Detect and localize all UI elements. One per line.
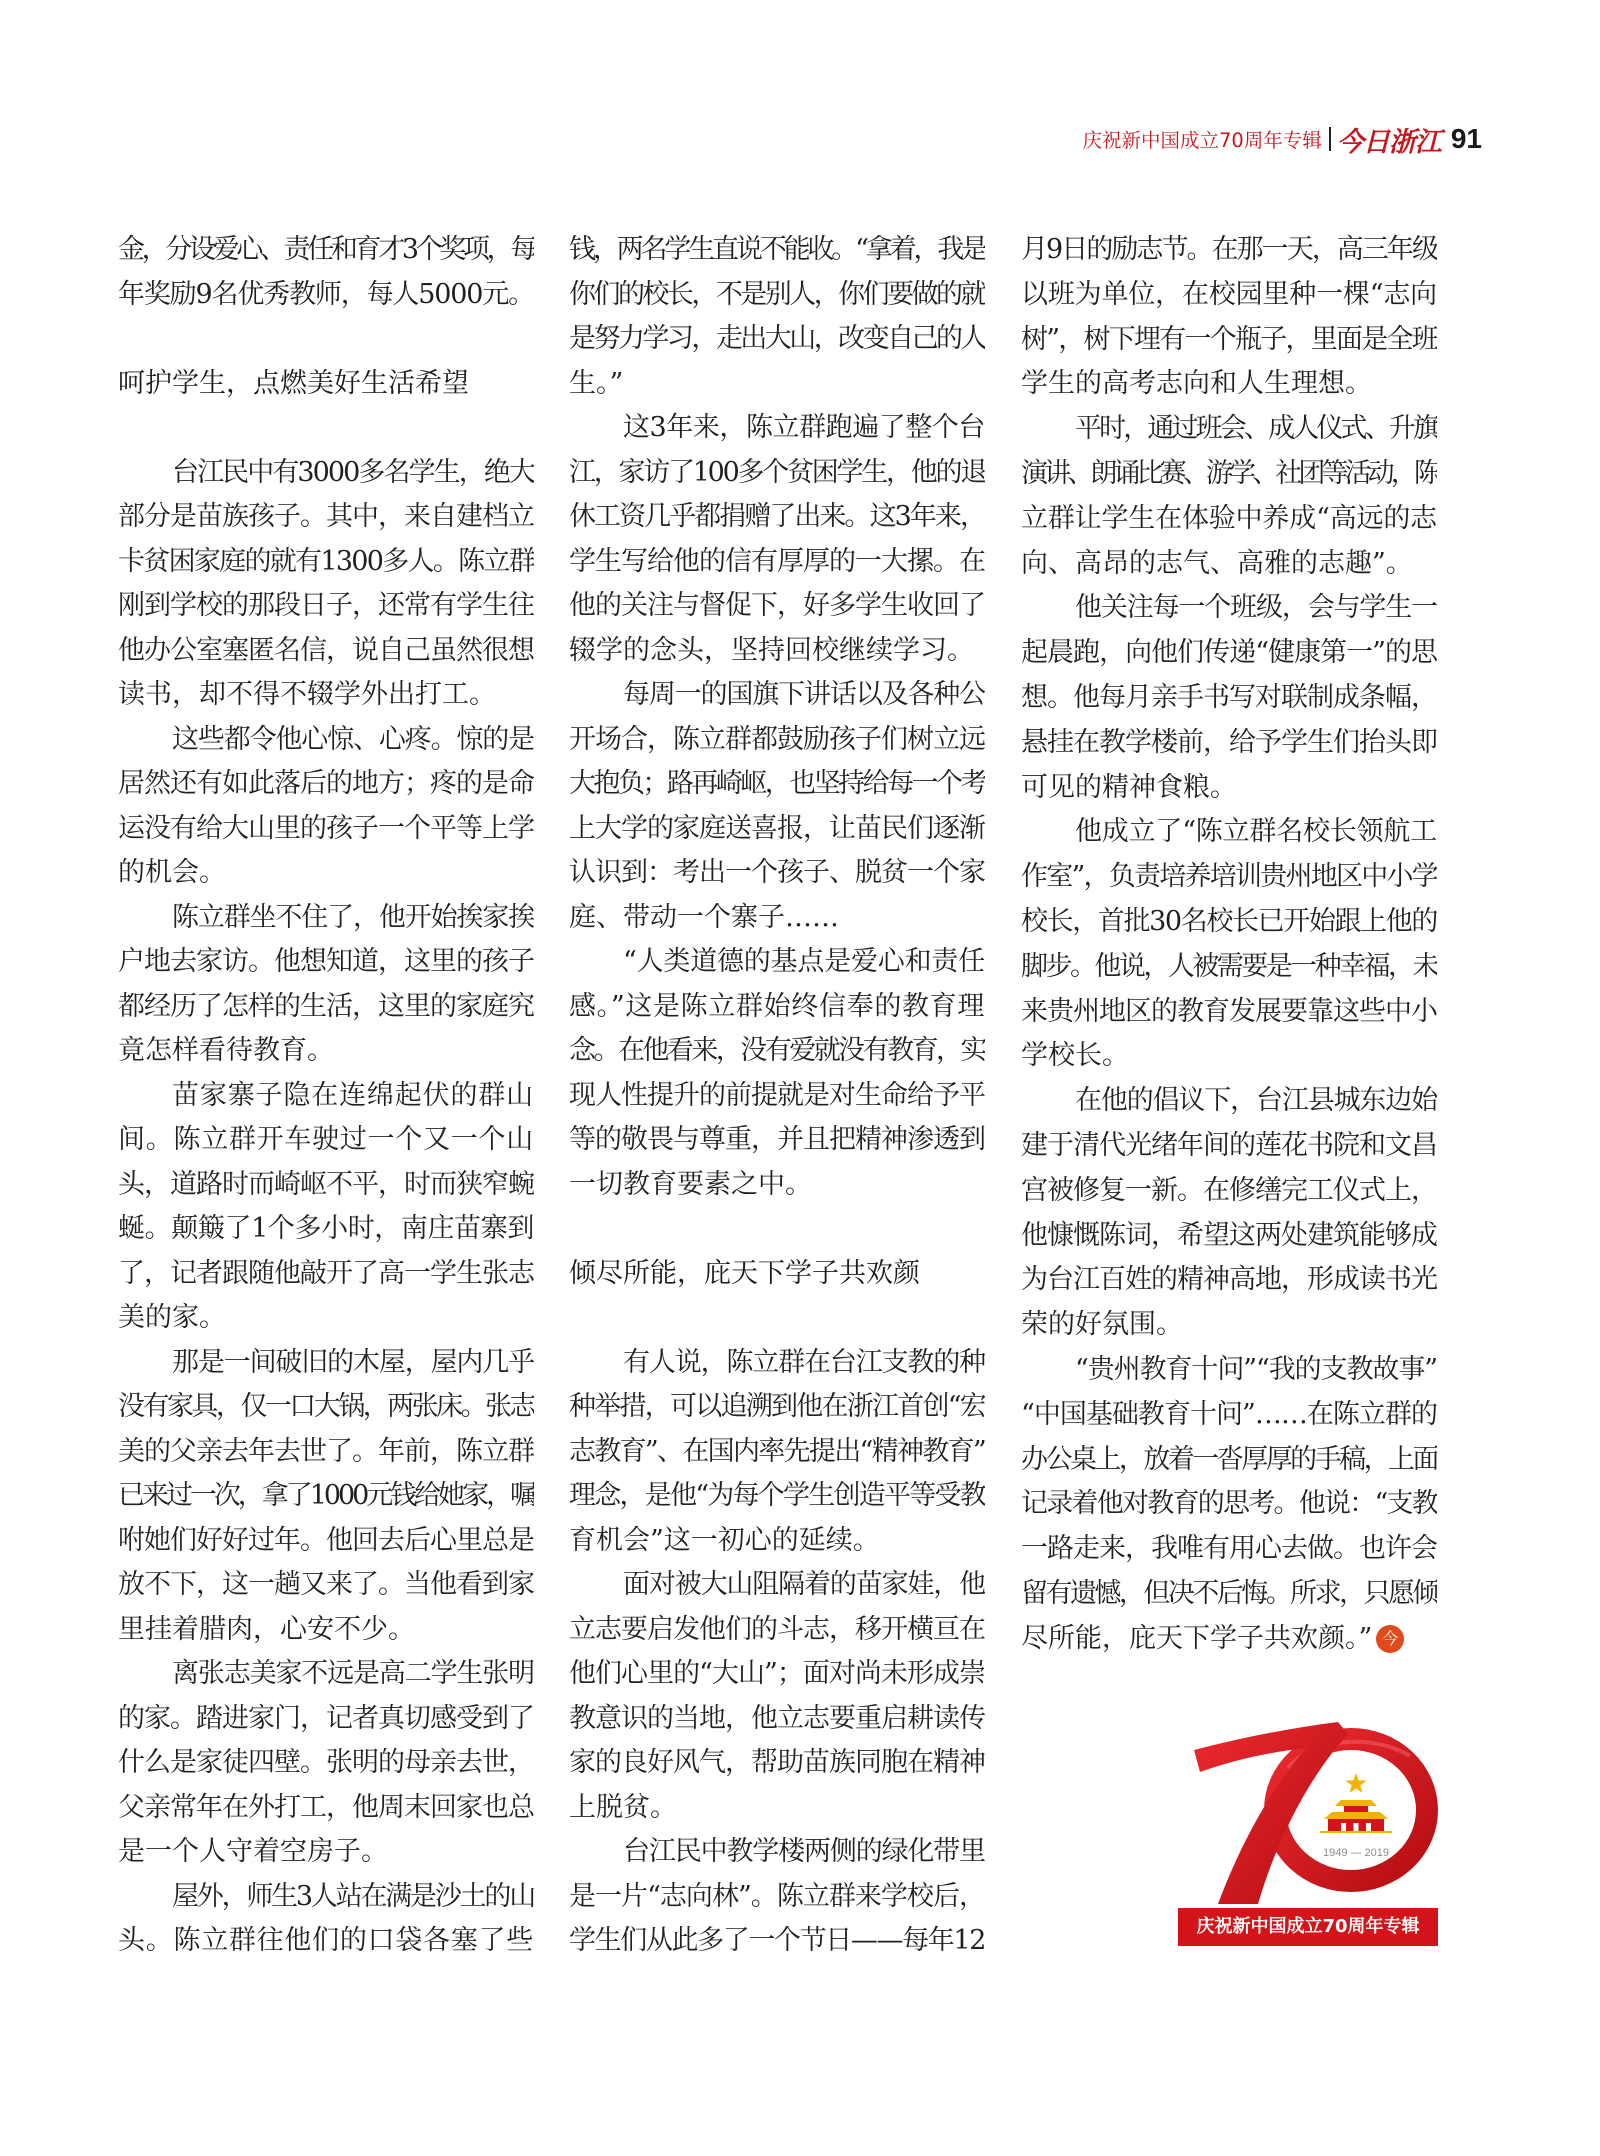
- text-line: [569, 629, 985, 674]
- text-line: [118, 1786, 534, 1831]
- text-line: [569, 1697, 985, 1742]
- text-line: [118, 1074, 534, 1119]
- header-divider: [1329, 127, 1331, 151]
- paragraph: [1021, 810, 1437, 1079]
- text-line: [118, 495, 534, 540]
- text-line: [1021, 1527, 1437, 1572]
- text-line: [118, 1474, 534, 1519]
- line-text: 宫被修复一新。在修缮完工仪式上，: [1021, 1174, 1437, 1206]
- line-text: 陈立群坐不住了，他开始挨家挨: [172, 901, 534, 933]
- running-header: [1083, 121, 1482, 157]
- paragraph: [1021, 1079, 1437, 1348]
- line-text: 起晨跑，向他们传递“健康第一”的思: [1021, 637, 1437, 669]
- text-line: [569, 1875, 985, 1920]
- text-line: [1021, 1438, 1437, 1483]
- text-line: [118, 940, 534, 985]
- line-text: 脚步。他说，人被需要是一种幸福，未: [1021, 950, 1437, 982]
- text-line: [569, 406, 985, 451]
- line-text: 悬挂在教学楼前，给予学生们抬头即: [1021, 726, 1437, 758]
- text-line: [569, 673, 985, 718]
- line-text: 这些都令他心惊、心疼。惊的是: [172, 723, 534, 755]
- text-line: [118, 1385, 534, 1430]
- line-text: 理念，是他“为每个学生创造平等受教: [569, 1480, 985, 1511]
- line-text: 大抱负；路再崎岖，也坚持给每一个考: [569, 768, 985, 799]
- paragraph: [569, 228, 985, 406]
- line-text: 有人说，陈立群在台江支教的种: [623, 1346, 985, 1378]
- text-line: [118, 1830, 534, 1875]
- page-number: 91: [1450, 123, 1482, 154]
- text-line: [569, 451, 985, 496]
- anniversary-banner: 庆祝新中国成立70周年专辑: [1178, 1908, 1438, 1946]
- line-text: 想。他每月亲手书写对联制成条幅，: [1021, 681, 1437, 713]
- line-text: 一切教育要素之中。: [569, 1168, 812, 1200]
- text-line: [569, 1074, 985, 1119]
- line-text: 屋外，师生3人站在满是沙土的山: [172, 1880, 534, 1912]
- paragraph: [569, 673, 985, 940]
- text-line: [118, 273, 534, 318]
- text-line: [569, 584, 985, 629]
- text-line: [118, 1029, 534, 1074]
- text-line: [118, 1608, 534, 1653]
- text-line: [118, 1163, 534, 1208]
- text-line: [1021, 766, 1437, 811]
- article-column-1: [118, 228, 534, 1964]
- line-text: 校长，首批30名校长已开始跟上他的: [1021, 905, 1437, 937]
- text-line: [1021, 228, 1437, 273]
- text-line: [1021, 318, 1437, 363]
- line-text: 的家。踏进家门，记者真切感受到了: [118, 1702, 534, 1734]
- line-text: 的机会。: [118, 857, 226, 888]
- paragraph: [569, 1830, 985, 1964]
- text-line: [118, 1207, 534, 1252]
- text-line: [118, 1652, 534, 1697]
- line-text: 以班为单位，在校园里种一棵“志向: [1021, 278, 1437, 310]
- text-line: [1021, 1258, 1437, 1303]
- line-text: 户地去家访。他想知道，这里的孩子: [118, 946, 534, 977]
- line-text: 居然还有如此落后的地方；疼的是命: [118, 768, 534, 799]
- line-text: 蜒。颠簸了1个多小时，南庄苗寨到: [118, 1213, 534, 1244]
- line-text: 树”，树下埋有一个瓶子，里面是全班: [1021, 323, 1437, 355]
- text-line: [569, 1341, 985, 1386]
- text-line: [1021, 990, 1437, 1035]
- text-line: [1021, 362, 1437, 407]
- line-text: 卡贫困家庭的就有1300多人。陈立群: [118, 545, 534, 577]
- text-line: [569, 807, 985, 852]
- paragraph: [118, 451, 534, 718]
- paragraph: [569, 1341, 985, 1564]
- line-text: 育机会”这一初心的延续。: [569, 1524, 880, 1556]
- text-line: [118, 540, 534, 585]
- line-text: 竟怎样看待教育。: [118, 1035, 334, 1066]
- text-line: [569, 851, 985, 896]
- line-text: 他的关注与督促下，好多学生收回了: [569, 590, 985, 621]
- text-line: [118, 1563, 534, 1608]
- line-text: 在他的倡议下，台江县城东边始: [1075, 1085, 1437, 1117]
- text-line: [1021, 1393, 1437, 1438]
- paragraph: [1021, 407, 1437, 586]
- text-line: [1021, 1079, 1437, 1124]
- text-line: [1021, 273, 1437, 318]
- text-line: [118, 1296, 534, 1341]
- line-text: “贵州教育十问”“我的支教故事”: [1075, 1353, 1437, 1385]
- section-heading: 倾尽所能，庇天下学子共欢颜: [569, 1257, 920, 1289]
- line-text: 头，道路时而崎岖不平，时而狭窄蜿: [118, 1168, 534, 1200]
- line-text: 钱，两名学生直说不能收。“拿着，我是: [569, 234, 985, 265]
- paragraph: [118, 1875, 534, 1964]
- text-line: [118, 451, 534, 496]
- text-line: [569, 1029, 985, 1074]
- line-text: 什么是家徒四壁。张明的母亲去世，: [118, 1747, 534, 1778]
- section-heading: 呵护学生，点燃美好生活希望: [118, 367, 469, 399]
- text-line: [118, 629, 534, 674]
- line-text: 部分是苗族孩子。其中，来自建档立: [118, 501, 534, 532]
- anniversary-logo: [1160, 1716, 1445, 1948]
- line-text: 来贵州地区的教育发展要靠这些中小: [1021, 995, 1437, 1027]
- text-line: [569, 362, 985, 407]
- text-line: [569, 1118, 985, 1163]
- line-text: 作室”，负责培养培训贵州地区中小学: [1021, 861, 1437, 893]
- line-text: 刚到学校的那段日子，还常有学生往: [118, 590, 534, 621]
- text-line: [569, 540, 985, 585]
- line-text: 念。在他看来，没有爱就没有教育，实: [569, 1035, 985, 1066]
- text-line: [569, 762, 985, 807]
- line-text: “中国基础教育十问”……在陈立群的: [1021, 1398, 1437, 1430]
- line-text: 年奖励9名优秀教师，每人5000元。: [118, 278, 534, 310]
- line-text: 开场合，陈立群都鼓励孩子们树立远: [569, 723, 985, 755]
- seventy-numeral-logo: [1160, 1716, 1445, 1911]
- line-text: 演讲、朗诵比赛、游学、社团等活动，陈: [1021, 457, 1437, 489]
- text-line: [118, 1252, 534, 1297]
- line-text: 他们心里的“大山”；面对尚未形成崇: [569, 1658, 985, 1689]
- paragraph: [118, 718, 534, 896]
- text-line: [118, 1341, 534, 1386]
- line-text: 月9日的励志节。在那一天，高三年级: [1021, 234, 1437, 265]
- line-text: 没有家具，仅一口大锅，两张床。张志: [118, 1391, 534, 1422]
- line-text: 等的敬畏与尊重，并且把精神渗透到: [569, 1124, 985, 1155]
- text-line: [118, 851, 534, 896]
- text-line: [118, 228, 534, 273]
- line-text: 间。陈立群开车驶过一个又一个山: [118, 1124, 534, 1155]
- line-text: 现人性提升的前提就是对生命给予平: [569, 1079, 985, 1111]
- line-text: 留有遗憾，但决不后悔。所求，只愿倾: [1021, 1577, 1437, 1609]
- line-text: 里挂着腊肉，心安不少。: [118, 1613, 415, 1645]
- text-line: [118, 762, 534, 807]
- line-text: 这3年来，陈立群跑遍了整个台: [623, 412, 985, 443]
- line-text: 美的家。: [118, 1302, 226, 1333]
- text-line: [569, 1786, 985, 1831]
- text-line: [118, 1697, 534, 1742]
- end-mark-logo: 今: [1376, 1625, 1404, 1653]
- text-line: [569, 1430, 985, 1475]
- line-text: 是努力学习，走出大山，改变自己的人: [569, 323, 985, 354]
- line-text: 学生写给他的信有厚厚的一大摞。在: [569, 545, 985, 577]
- text-line: [1021, 945, 1437, 990]
- text-line: [569, 1919, 985, 1964]
- text-line: [569, 718, 985, 763]
- line-text: 头。陈立群往他们的口袋各塞了些: [118, 1925, 534, 1956]
- text-line: [1021, 497, 1437, 542]
- paragraph: [569, 1563, 985, 1830]
- line-text: 离张志美家不远是高二学生张明: [172, 1658, 534, 1689]
- text-line: [1021, 900, 1437, 945]
- text-line: [1021, 855, 1437, 900]
- line-text: 办公桌上，放着一沓厚厚的手稿，上面: [1021, 1443, 1437, 1475]
- text-line: [569, 1652, 985, 1697]
- text-line: [569, 228, 985, 273]
- text-line: [1021, 1617, 1437, 1662]
- text-line: [569, 1519, 985, 1564]
- line-text: 立群让学生在体验中养成“高远的志: [1021, 502, 1437, 534]
- line-text: 运没有给大山里的孩子一个平等上学: [118, 812, 534, 844]
- line-text: 记录着他对教育的思考。他说：“支教: [1021, 1488, 1437, 1520]
- text-line: [569, 1741, 985, 1786]
- line-text: 立志要启发他们的斗志，移开横亘在: [569, 1613, 985, 1645]
- paragraph: [118, 1074, 534, 1341]
- text-line: [118, 1519, 534, 1564]
- line-text: “人类道德的基点是爱心和责任: [623, 946, 985, 977]
- line-text: 平时，通过班会、成人仪式、升旗: [1075, 413, 1437, 445]
- line-text: 父亲常年在外打工，他周末回家也总: [118, 1791, 534, 1823]
- line-text: 为台江百姓的精神高地，形成读书光: [1021, 1264, 1437, 1296]
- emblem-star-icon: [1346, 1773, 1367, 1793]
- line-text: 可见的精神食粮。: [1021, 771, 1237, 803]
- line-text: 都经历了怎样的生活，这里的家庭究: [118, 990, 534, 1022]
- text-line: [1021, 721, 1437, 766]
- line-text: 那是一间破旧的木屋，屋内几乎: [172, 1346, 534, 1378]
- line-text: 荣的好氛围。: [1021, 1309, 1183, 1341]
- text-line: [118, 584, 534, 629]
- text-line: [118, 1919, 534, 1964]
- paragraph: [118, 1652, 534, 1875]
- text-line: [1021, 810, 1437, 855]
- line-text: 学生们从此多了一个节日——每年12: [569, 1925, 985, 1956]
- line-text: 休工资几乎都捐赠了出来。这3年来，: [569, 501, 985, 532]
- text-line: [118, 1741, 534, 1786]
- text-line: [118, 985, 534, 1030]
- line-text: 你们的校长，不是别人，你们要做的就: [569, 278, 985, 310]
- line-text: 了，记者跟随他敲开了高一学生张志: [118, 1257, 534, 1289]
- text-line: [1021, 586, 1437, 631]
- line-text: 上脱贫。: [569, 1791, 677, 1823]
- line-text: 每周一的国旗下讲话以及各种公: [623, 679, 985, 710]
- line-text: 读书，却不得不辍学外出打工。: [118, 679, 496, 710]
- text-line: [569, 1163, 985, 1208]
- text-line: [118, 673, 534, 718]
- line-text: 苗家寨子隐在连绵起伏的群山: [172, 1079, 534, 1111]
- line-text: 学校长。: [1021, 1040, 1129, 1072]
- magazine-logo: 今日浙江: [1336, 126, 1441, 158]
- text-line: [118, 1875, 534, 1920]
- text-line: [1021, 1348, 1437, 1393]
- text-line: [569, 940, 985, 985]
- line-text: 建于清代光绪年间的莲花书院和文昌: [1021, 1129, 1437, 1161]
- line-text: 种举措，可以追溯到他在浙江首创“宏: [569, 1391, 985, 1422]
- paragraph: [569, 406, 985, 673]
- line-text: 金，分设爱心、责任和育才3个奖项，每: [118, 234, 534, 265]
- line-text: 面对被大山阻隔着的苗家娃，他: [623, 1569, 985, 1600]
- text-line: [569, 896, 985, 941]
- text-line: [569, 495, 985, 540]
- line-text: 已来过一次，拿了1000元钱给她家，嘱: [118, 1480, 534, 1511]
- paragraph: [1021, 1348, 1437, 1662]
- text-line: [118, 896, 534, 941]
- paragraph: [118, 896, 534, 1074]
- text-line: [118, 1430, 534, 1475]
- line-text: 他成立了“陈立群名校长领航工: [1075, 816, 1437, 848]
- text-line: [1021, 1303, 1437, 1348]
- text-line: [569, 1474, 985, 1519]
- line-text: 放不下，这一趟又来了。当他看到家: [118, 1569, 534, 1600]
- text-line: [1021, 631, 1437, 676]
- text-line: [569, 273, 985, 318]
- line-text: 他慷慨陈词，希望这两处建筑能够成: [1021, 1219, 1437, 1251]
- text-line: [569, 985, 985, 1030]
- text-line: [1021, 407, 1437, 452]
- text-line: [569, 1385, 985, 1430]
- line-text: 咐她们好好过年。他回去后心里总是: [118, 1524, 534, 1556]
- line-text: 教意识的当地，他立志要重启耕读传: [569, 1702, 985, 1734]
- line-text: 台江民中有3000多名学生，绝大: [172, 456, 534, 488]
- line-text: 感。”这是陈立群始终信奉的教育理: [569, 990, 985, 1022]
- line-text: 台江民中教学楼两侧的绿化带里: [623, 1836, 985, 1867]
- years-label: 1949 — 2019: [1322, 1847, 1390, 1859]
- text-line: [569, 1563, 985, 1608]
- text-line: [1021, 1572, 1437, 1617]
- paragraph: [118, 1341, 534, 1653]
- text-line: [569, 1608, 985, 1653]
- line-text: 是一个人守着空房子。: [118, 1836, 388, 1867]
- line-text: 上大学的家庭送喜报，让苗民们逐渐: [569, 812, 985, 844]
- text-line: [1021, 676, 1437, 721]
- text-line: [118, 718, 534, 763]
- tiananmen-gate-icon: [1320, 1800, 1392, 1833]
- text-line: [569, 1830, 985, 1875]
- line-text: 生。”: [569, 367, 624, 399]
- text-line: [118, 807, 534, 852]
- line-text: 江，家访了100多个贫困学生，他的退: [569, 456, 985, 488]
- line-text: 一路走来，我唯有用心去做。也许会: [1021, 1533, 1437, 1565]
- text-line: [1021, 1169, 1437, 1214]
- line-text: 辍学的念头，坚持回校继续学习。: [569, 634, 974, 666]
- text-line: [1021, 452, 1437, 497]
- section-title: 庆祝新中国成立70周年专辑: [1082, 129, 1322, 152]
- text-line: [1021, 1124, 1437, 1169]
- text-line: [118, 1118, 534, 1163]
- line-text: 家的良好风气，帮助苗族同胞在精神: [569, 1747, 985, 1778]
- text-line: [1021, 1034, 1437, 1079]
- paragraph: [118, 228, 534, 317]
- article-column-2: [569, 228, 985, 1964]
- text-line: [569, 317, 985, 362]
- line-text: 尽所能，庇天下学子共欢颜。”: [1021, 1622, 1373, 1654]
- line-text: 志教育”、在国内率先提出“精神教育”: [569, 1435, 985, 1467]
- text-line: [1021, 542, 1437, 587]
- paragraph: [1021, 586, 1437, 810]
- line-text: 他办公室塞匿名信，说自己虽然很想: [118, 634, 534, 666]
- line-text: 美的父亲去年去世了。年前，陈立群: [118, 1435, 534, 1467]
- line-text: 他关注每一个班级，会与学生一: [1075, 592, 1437, 624]
- text-line: [1021, 1214, 1437, 1259]
- line-text: 庭、带动一个寨子……: [569, 901, 839, 933]
- line-text: 学生的高考志向和人生理想。: [1021, 368, 1372, 400]
- line-text: 是一片“志向林”。陈立群来学校后，: [569, 1880, 985, 1912]
- text-line: [1021, 1482, 1437, 1527]
- line-text: 向、高昂的志气、高雅的志趣”。: [1021, 547, 1413, 579]
- line-text: 认识到：考出一个孩子、脱贫一个家: [569, 857, 985, 888]
- paragraph: [1021, 228, 1437, 407]
- article-column-3: [1021, 228, 1437, 1662]
- paragraph: [569, 940, 985, 1207]
